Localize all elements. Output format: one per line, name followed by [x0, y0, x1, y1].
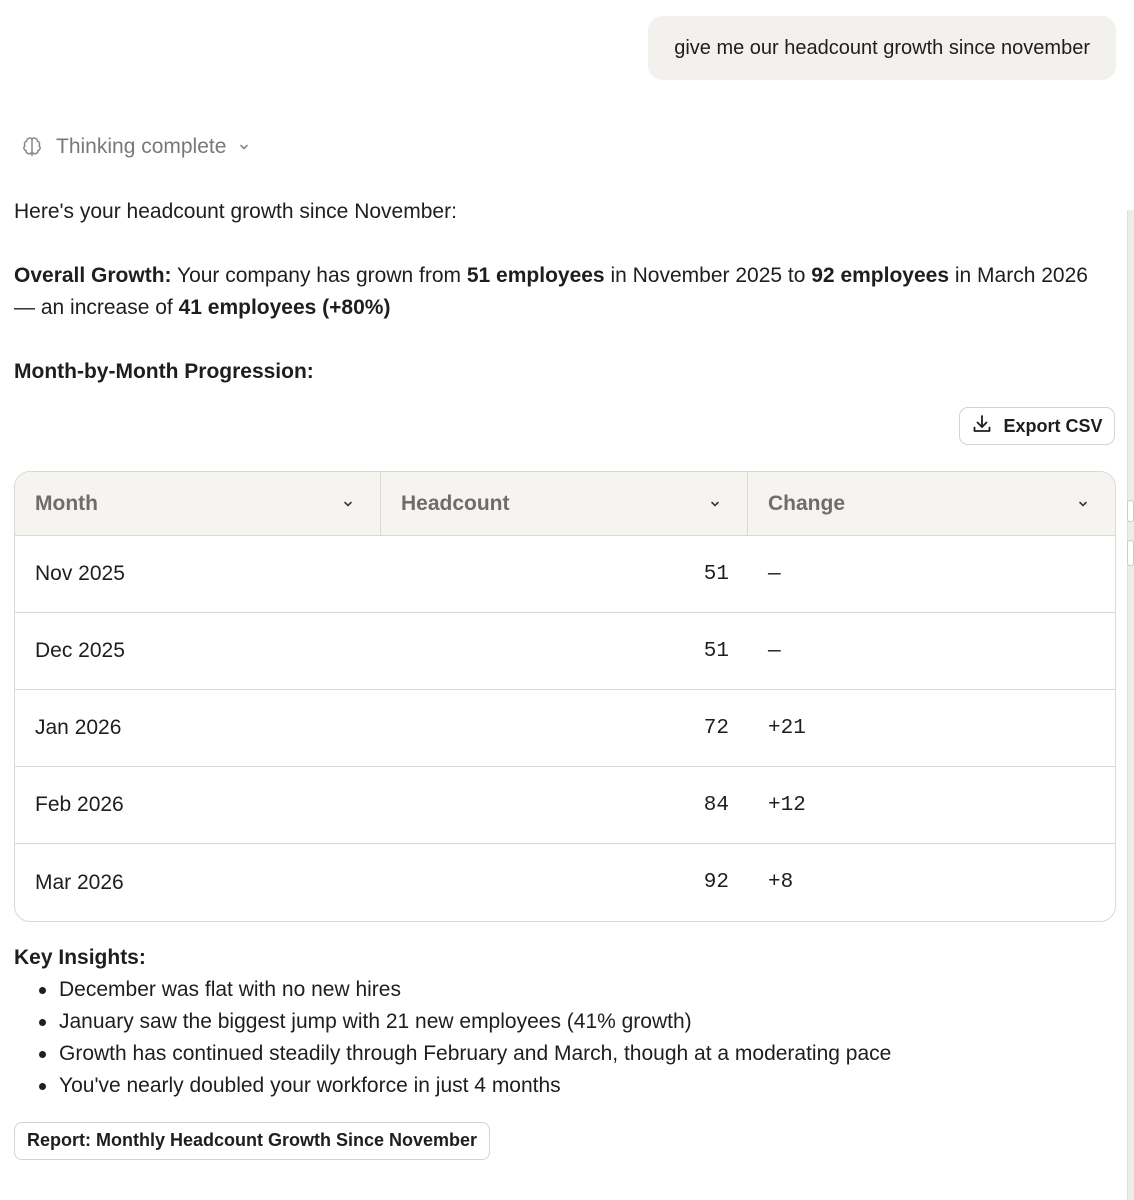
table-row: [15, 690, 1115, 767]
table-row: [15, 844, 1115, 921]
cell-change: —: [768, 562, 781, 586]
thinking-label: Thinking complete: [56, 135, 227, 158]
scrollbar[interactable]: [1127, 210, 1134, 1200]
headcount-increase: 41 employees (+80%): [178, 296, 391, 319]
bullet-icon: [39, 1019, 46, 1026]
brain-icon: [20, 135, 44, 159]
cell-month: Dec 2025: [35, 639, 125, 662]
chevron-down-icon: [342, 492, 354, 516]
bullet-icon: [39, 987, 46, 994]
chevron-down-icon: [709, 492, 721, 516]
list-item: You've nearly doubled your workforce in just 4 months: [14, 1070, 891, 1102]
start-headcount: 51 employees: [466, 264, 605, 287]
export-csv-label: Export CSV: [1003, 415, 1103, 436]
thinking-toggle[interactable]: [20, 132, 250, 162]
list-item: Growth has continued steadily through February and March, though at a moderating pace: [14, 1038, 891, 1070]
overall-growth-label: Overall Growth:: [14, 264, 172, 287]
cell-headcount: 92: [703, 871, 729, 894]
table-row: [15, 613, 1115, 690]
export-csv-button[interactable]: [959, 407, 1115, 445]
list-item: December was flat with no new hires: [14, 974, 891, 1006]
list-item: January saw the biggest jump with 21 new employees (41% growth): [14, 1006, 891, 1038]
user-message-bubble: give me our headcount growth since november: [648, 16, 1116, 80]
end-headcount: 92 employees: [811, 264, 950, 287]
table-body: [15, 536, 1115, 921]
key-insights-heading: Key Insights:: [14, 946, 146, 969]
report-artifact-button[interactable]: Report: Monthly Headcount Growth Since November: [14, 1122, 490, 1160]
cell-headcount: 84: [703, 793, 729, 817]
column-header-month[interactable]: Month: [15, 472, 381, 535]
table-row: [15, 536, 1115, 613]
column-header-change[interactable]: Change: [748, 472, 1115, 535]
scrollbar-marker[interactable]: [1127, 540, 1134, 566]
download-icon: [971, 413, 993, 440]
response-intro: Here's your headcount growth since November:: [14, 200, 457, 223]
cell-change: +12: [768, 793, 806, 817]
cell-month: Feb 2026: [35, 793, 124, 816]
bullet-icon: [39, 1083, 46, 1090]
table-header: [15, 472, 1115, 536]
chevron-down-icon: [238, 141, 250, 153]
cell-headcount: 72: [703, 716, 729, 740]
cell-change: +8: [768, 871, 794, 894]
key-insights-list: [14, 974, 891, 1102]
progression-heading: Month-by-Month Progression:: [14, 360, 314, 383]
cell-headcount: 51: [703, 562, 729, 586]
bullet-icon: [39, 1051, 46, 1058]
headcount-table: [14, 471, 1116, 922]
cell-change: —: [768, 639, 781, 663]
table-row: [15, 767, 1115, 844]
cell-change: +21: [768, 716, 806, 740]
scrollbar-marker[interactable]: [1127, 500, 1134, 522]
cell-headcount: 51: [703, 639, 729, 663]
overall-growth-paragraph: Overall Growth: Your company has grown from 51 employees in November 2025 to 92 employees in March 2026 — an increase of 41 employees (+80%): [14, 264, 1088, 319]
column-header-headcount[interactable]: Headcount: [381, 472, 748, 535]
cell-month: Mar 2026: [35, 870, 124, 894]
chevron-down-icon: [1077, 492, 1089, 516]
cell-month: Jan 2026: [35, 716, 122, 739]
cell-month: Nov 2025: [35, 562, 125, 585]
